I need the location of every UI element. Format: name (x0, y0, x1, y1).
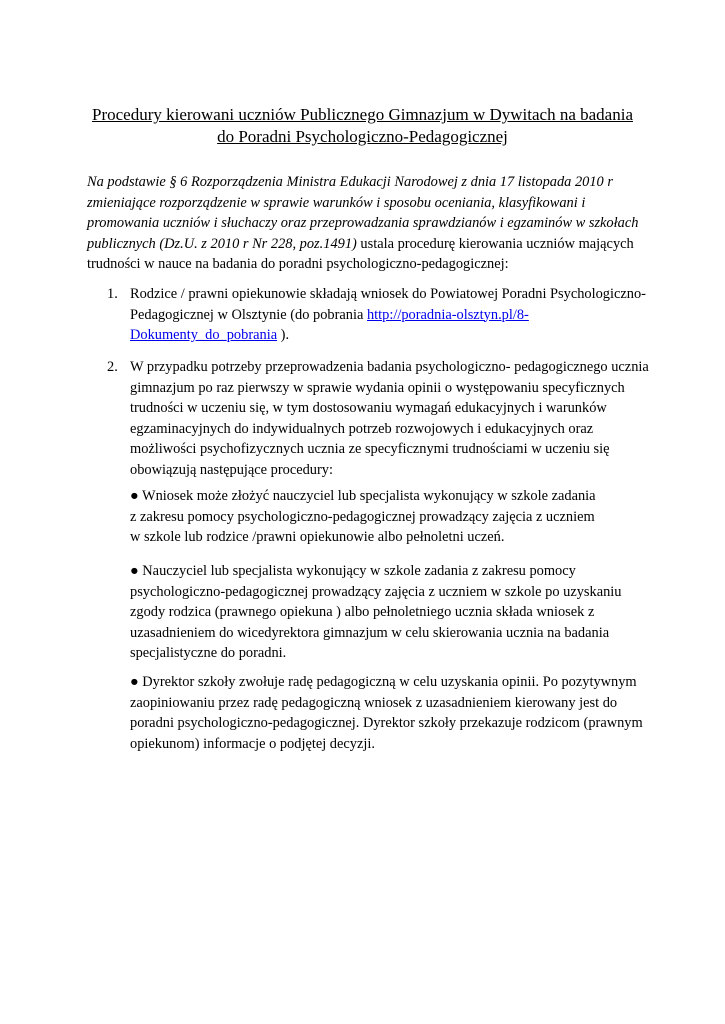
bullet3-line-1: ● Dyrektor szkoły zwołuje radę pedagogiczną w celu uzyskania opinii. Po pozytywnym (130, 674, 637, 690)
document-title (60, 104, 665, 148)
intro-line-3: promowania uczniów i słuchaczy oraz przeprowadzania sprawdzianów i egzaminów w szkołach (87, 215, 639, 231)
item1-line-3 (130, 325, 650, 346)
item2-line-4: egzaminacyjnych do indywidualnych potrzeb rozwojowych i edukacyjnych oraz (130, 420, 594, 437)
item1-line-2-text: Pedagogicznej w Olsztynie (do pobrania (130, 306, 367, 323)
bullet1-line-3: w szkole lub rodzice /prawni opiekunowie albo pełnoletni uczeń. (130, 529, 505, 545)
bullet1-line-2: z zakresu pomocy psychologiczno-pedagogicznej prowadzący zajęcia z uczniem (130, 508, 595, 525)
intro-line-4-italic: publicznych (Dz.U. z 2010 r Nr 228, poz.1491) (87, 235, 357, 252)
bullet2-line-1: ● Nauczyciel lub specjalista wykonujący w szkole zadania z zakresu pomocy (130, 563, 576, 579)
intro-line-1: Na podstawie § 6 Rozporządzenia Ministra Edukacji Narodowej z dnia 17 listopada 2010 r (87, 174, 613, 190)
bullet3-line-2: zaopiniowaniu przez radę pedagogiczną wniosek z uzasadnieniem kierowany jest do (130, 694, 618, 711)
item2-line-6: obowiązują następujące procedury: (130, 461, 333, 478)
download-link-continuation[interactable]: Dokumenty_do_pobrania (130, 327, 278, 343)
list-number-1: 1. (107, 286, 118, 302)
item2-line-5: możliwości psychofizycznych ucznia ze specyficznymi trudnościami w uczeniu się (130, 441, 610, 457)
intro-line-2: zmieniające rozporządzenie w sprawie warunków i sposobu oceniania, klasyfikowani i (87, 194, 586, 211)
bullet3-line-3: poradni psychologiczno-pedagogicznej. Dyrektor szkoły przekazuje rodzicom (prawnym (130, 715, 643, 731)
bullet2-line-4: uzasadnieniem do wicedyrektora gimnazjum w celu skierowania ucznia na badania (130, 624, 610, 641)
intro-line-4-normal: ustala procedurę kierowania uczniów mających (356, 235, 634, 252)
bullet-paragraph-2 (130, 561, 650, 664)
item1-line-3-tail: ). (277, 327, 290, 343)
item2-line-3: trudności w uczeniu się, w tym dostosowaniu wymagań edukacyjnych i warunków (130, 400, 607, 416)
download-link[interactable]: http://poradnia-olsztyn.pl/8- (366, 306, 529, 323)
bullet2-line-5: specjalistyczne do poradni. (130, 645, 287, 661)
bullet2-line-3: zgody rodzica (prawnego opiekuna ) albo pełnoletniego ucznia składa wniosek z (130, 604, 595, 620)
item1-line-1: Rodzice / prawni opiekunowie składają wniosek do Powiatowej Poradni Psychologiczno- (130, 286, 646, 302)
intro-line-5: trudności w nauce na badania do poradni psychologiczno-pedagogicznej: (87, 256, 509, 272)
bullet2-line-2: psychologiczno-pedagogicznej prowadzący zajęcia z uczniem w szkole po uzyskaniu (130, 583, 622, 600)
intro-paragraph (87, 172, 647, 275)
list-item-1 (107, 284, 650, 346)
bullet1-line-1: ● Wniosek może złożyć nauczyciel lub specjalista wykonujący w szkole zadania (130, 488, 596, 504)
bullet3-line-4: opiekunom) informacje o podjętej decyzji. (130, 735, 375, 752)
item2-line-1: W przypadku potrzeby przeprowadzenia badania psychologiczno- pedagogicznego ucznia (130, 359, 649, 375)
item1-line-2 (130, 305, 650, 326)
list-item-2 (107, 357, 650, 480)
list-number-2: 2. (107, 359, 118, 375)
intro-line-4 (87, 234, 647, 255)
bullet-paragraph-3 (130, 672, 650, 754)
title-line-2: do Poradni Psychologiczno-Pedagogicznej (217, 127, 508, 146)
title-line-1: Procedury kierowani uczniów Publicznego Gimnazjum w Dywitach na badania (91, 105, 633, 124)
item2-line-2: gimnazjum po raz pierwszy w sprawie wydania opinii o występowaniu specyficznych (130, 379, 625, 396)
bullet-paragraph-1 (130, 486, 650, 548)
